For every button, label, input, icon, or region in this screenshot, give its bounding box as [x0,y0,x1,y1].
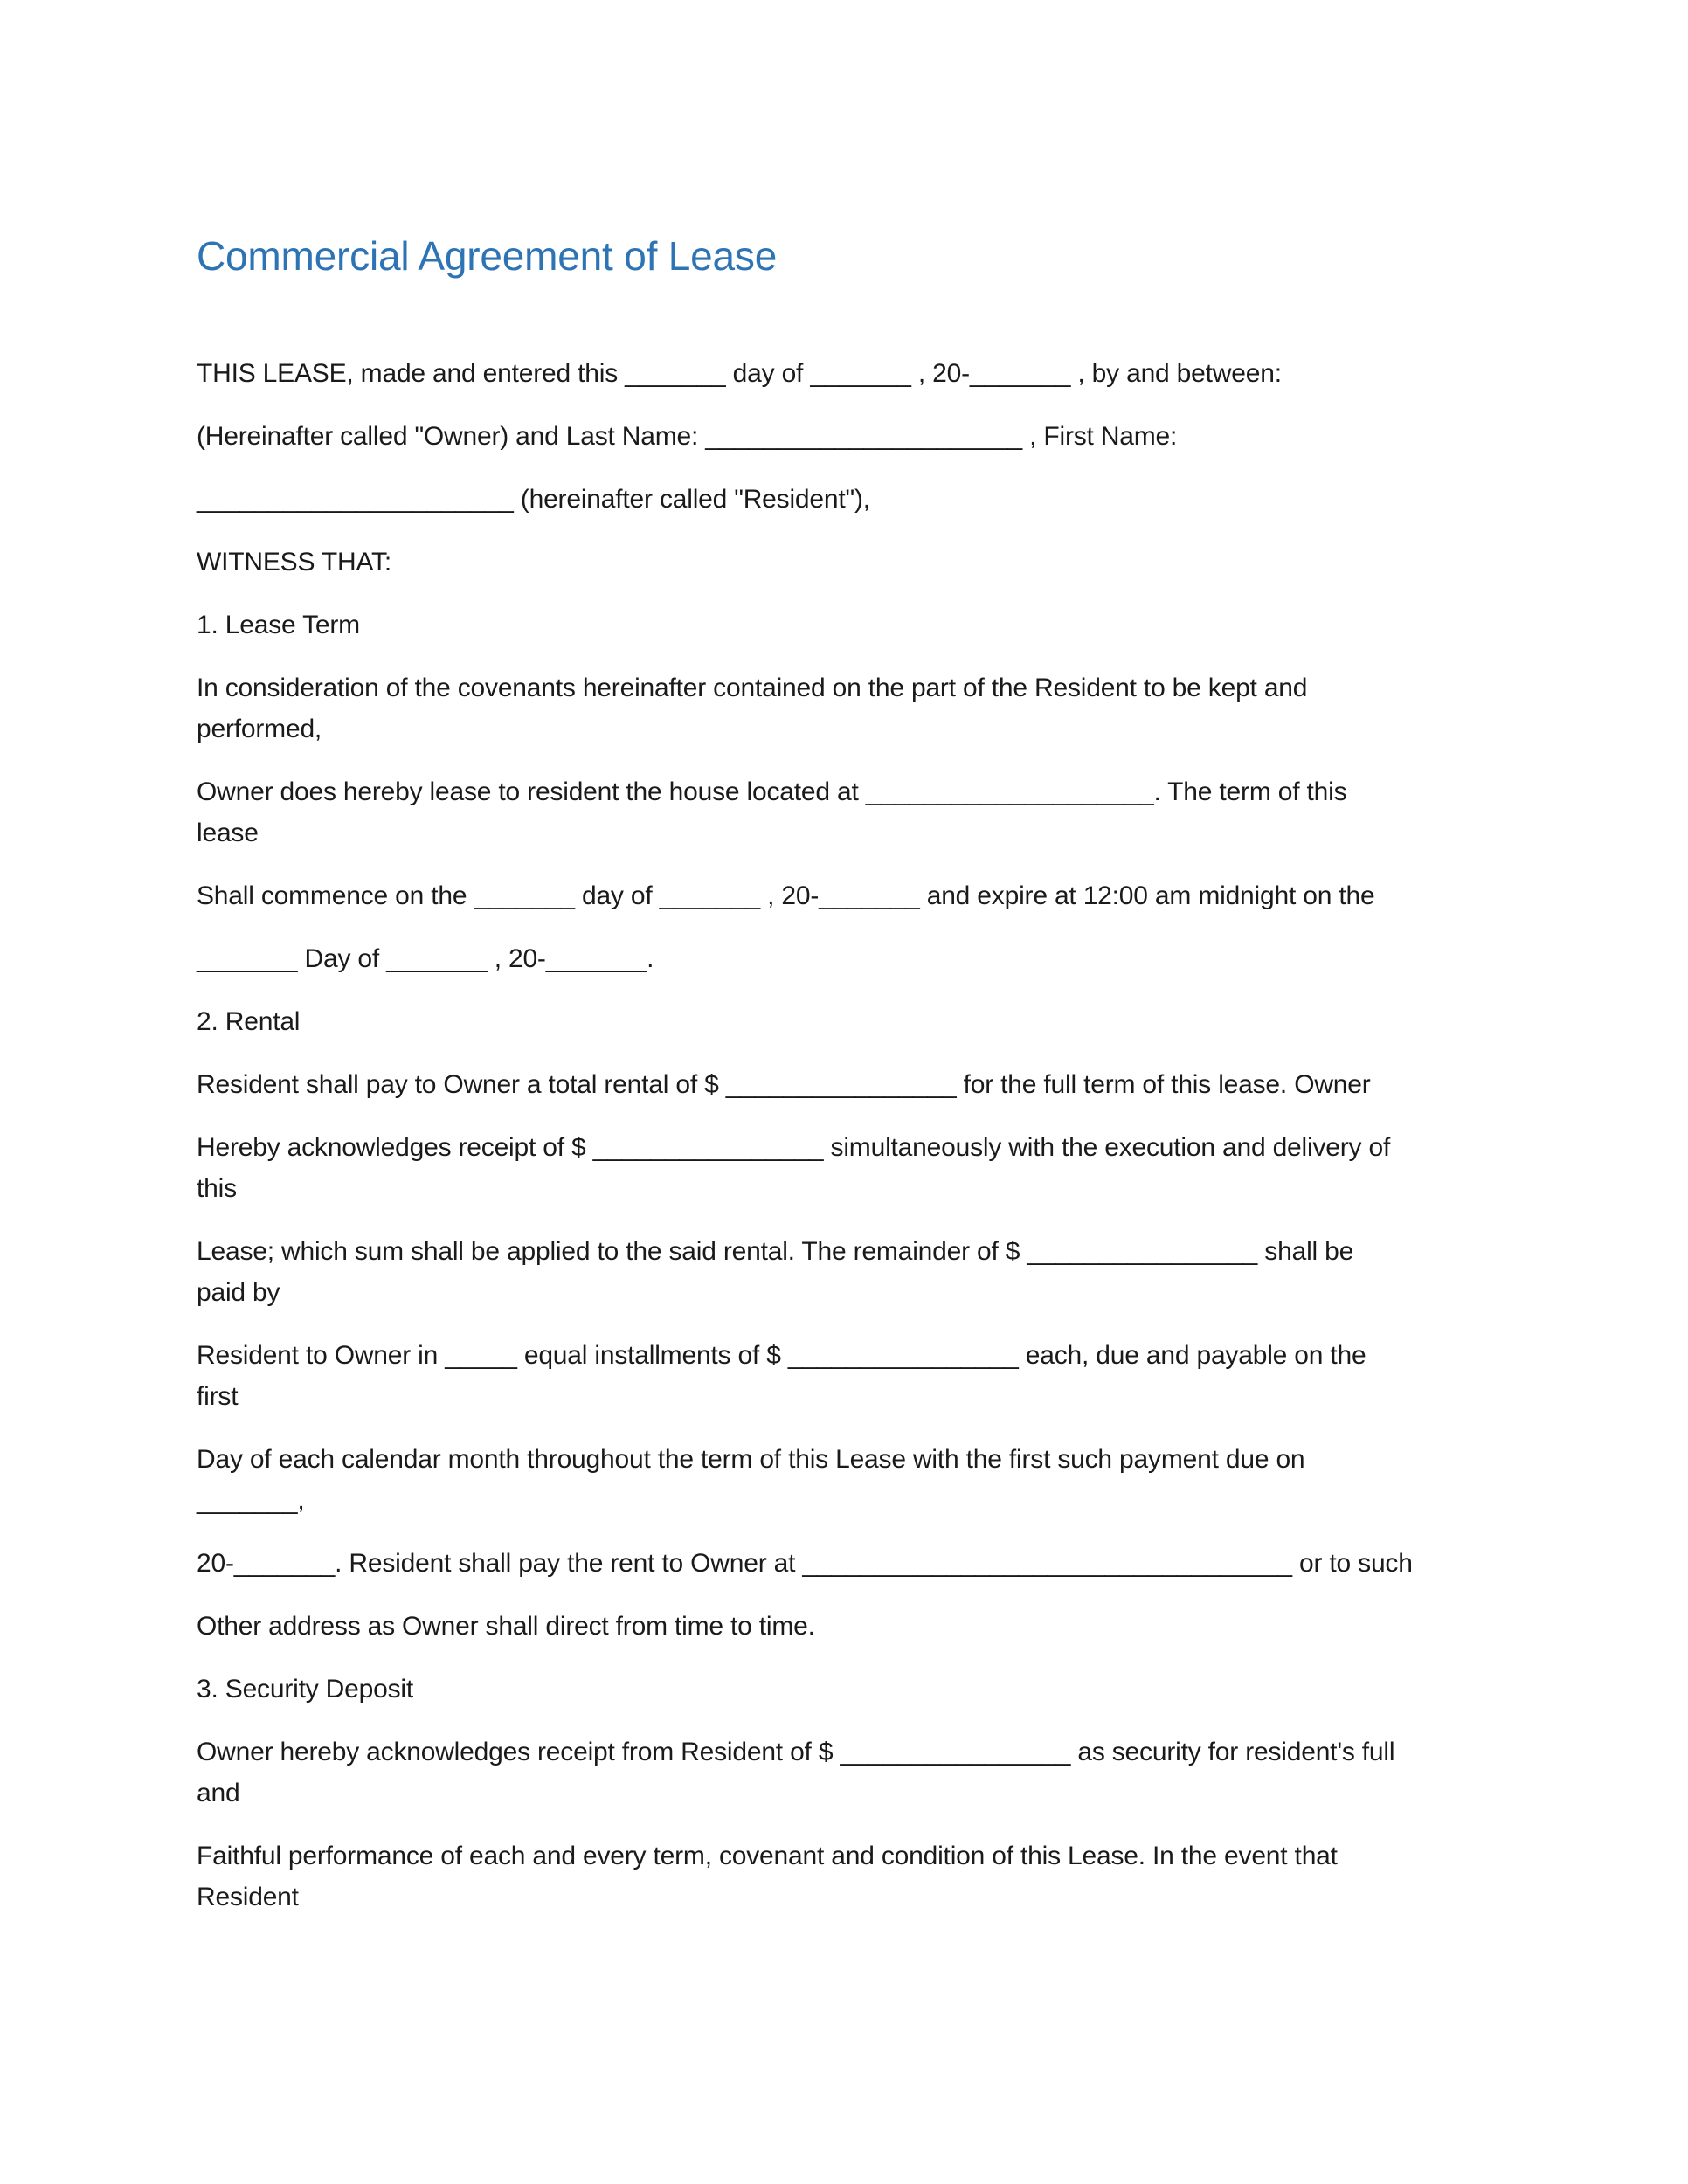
document-line: Faithful performance of each and every term, covenant and condition of this Lease. In the event that [197,1842,1338,1870]
document-line: 20-_______. Resident shall pay the rent to Owner at __________________________________ or to such [197,1549,1413,1578]
document-line: WITNESS THAT: [197,548,391,577]
document-line: THIS LEASE, made and entered this _______ day of _______ , 20-_______ , by and between: [197,359,1282,388]
document-line: and [197,1779,240,1807]
document-title: Commercial Agreement of Lease [197,233,778,279]
document-line: Hereby acknowledges receipt of $ ________________ simultaneously with the execution and delivery of [197,1133,1391,1162]
document-line: this [197,1174,237,1203]
document-line: 1. Lease Term [197,611,360,639]
document-line: Day of each calendar month throughout the term of this Lease with the first such payment due on [197,1445,1305,1474]
document-line: _______, [197,1486,305,1515]
document-line: paid by [197,1278,280,1307]
document-line: _______ Day of _______ , 20-_______. [197,944,654,973]
document-line: Owner does hereby lease to resident the house located at ____________________. The term of this [197,778,1347,806]
document-line: Shall commence on the _______ day of _______ , 20-_______ and expire at 12:00 am midnight on the [197,881,1375,910]
document-line: lease [197,819,259,847]
document-line: Lease; which sum shall be applied to the said rental. The remainder of $ ________________ shall be [197,1237,1354,1266]
document-line: 2. Rental [197,1007,301,1036]
document-line: Resident shall pay to Owner a total rental of $ ________________ for the full term of this lease. Owner [197,1070,1371,1099]
document-line: Resident to Owner in _____ equal installments of $ ________________ each, due and payable on the [197,1341,1366,1370]
document-line: ______________________ (hereinafter called "Resident"), [197,485,870,514]
document-line: Other address as Owner shall direct from time to time. [197,1612,815,1641]
document-line: 3. Security Deposit [197,1675,413,1704]
document-line: Resident [197,1883,299,1911]
document-line: In consideration of the covenants hereinafter contained on the part of the Resident to be kept and [197,674,1308,702]
document-body [197,353,1525,1918]
document-line: Owner hereby acknowledges receipt from Resident of $ ________________ as security for resident's full [197,1738,1395,1766]
document-line: (Hereinafter called "Owner) and Last Name: ______________________ , First Name: [197,422,1178,451]
document-line: first [197,1382,239,1411]
document-line: performed, [197,715,322,743]
